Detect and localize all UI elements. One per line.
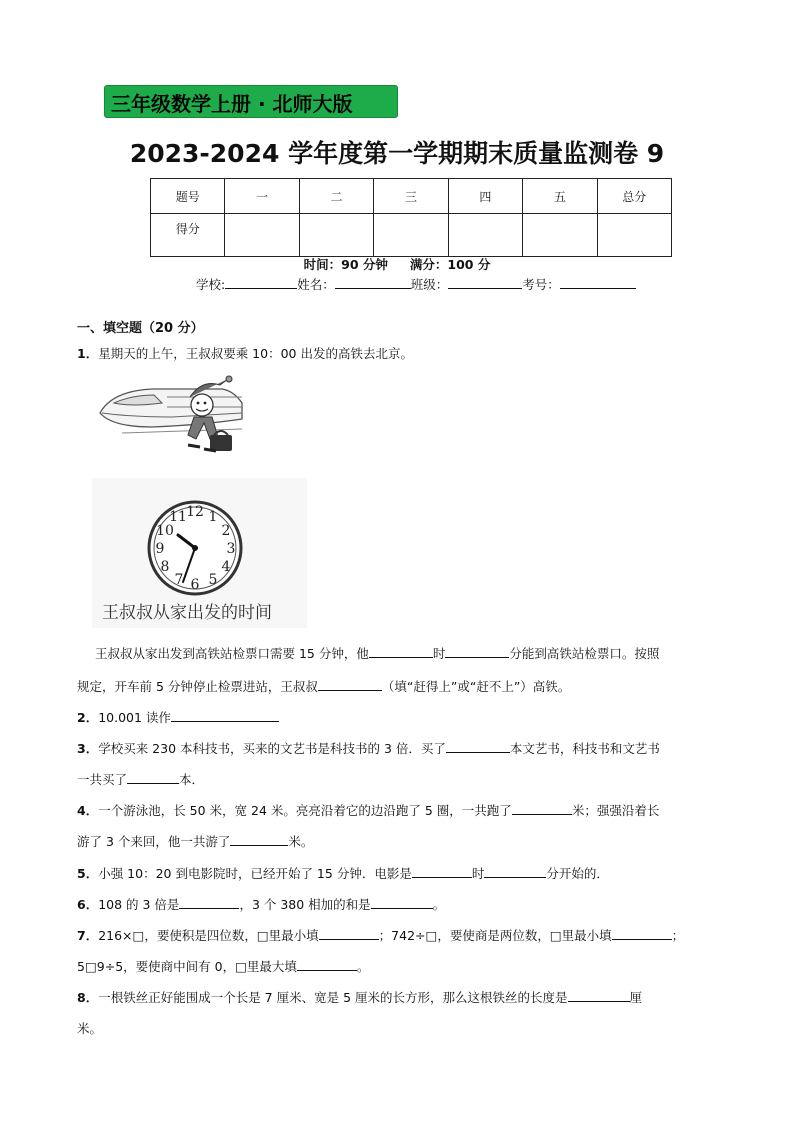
question-text: 厘 <box>629 990 643 1005</box>
question-number: 6． <box>77 897 99 912</box>
clock-number: 1 <box>208 509 218 525</box>
question-text: 时 <box>471 866 485 881</box>
question-text: 游了 3 个来回，他一共游了 <box>77 834 231 849</box>
answer-blank[interactable] <box>171 708 279 722</box>
exam-time-line <box>0 255 794 273</box>
answer-blank[interactable] <box>319 926 379 940</box>
question-text: （填“赶得上”或“赶不上”）高铁。 <box>381 679 571 694</box>
score-header-cell: 五 <box>523 179 597 214</box>
exam-time: 时间：90 分钟 <box>303 257 388 272</box>
question-6 <box>77 895 445 913</box>
train-with-boy-icon <box>92 373 252 463</box>
question-number: 7． <box>77 928 99 943</box>
question-5 <box>77 864 609 882</box>
question-text: ； <box>671 928 685 943</box>
question-text: 规定，开车前 5 分钟停止检票进站，王叔叔 <box>77 679 318 694</box>
answer-blank[interactable] <box>484 864 546 878</box>
question-text: ；742÷□，要使商是两位数，□里最小填 <box>378 928 612 943</box>
score-header-cell: 题号 <box>151 179 225 214</box>
question-text: 本． <box>179 772 205 787</box>
clock-number: 12 <box>186 504 204 520</box>
clock-number: 9 <box>155 541 165 557</box>
question-text: 王叔叔从家出发到高铁站检票口需要 15 分钟，他 <box>95 646 369 661</box>
answer-blank[interactable] <box>568 988 630 1002</box>
question-2 <box>77 708 279 726</box>
school-blank[interactable] <box>225 275 297 289</box>
score-cell[interactable] <box>225 214 299 257</box>
question-text: 一个游泳池，长 50 米，宽 24 米。亮亮沿着它的边沿跑了 5 圈，一共跑了 <box>98 803 512 818</box>
score-header-cell: 一 <box>225 179 299 214</box>
clock-number: 6 <box>190 577 200 593</box>
question-text: 。 <box>432 897 446 912</box>
question-text: 一共买了 <box>77 772 128 787</box>
clock-number: 4 <box>221 559 231 575</box>
question-text: 108 的 3 倍是 <box>98 897 180 912</box>
question-text: 米。 <box>288 834 314 849</box>
score-table-header-row <box>151 179 672 214</box>
clock-number: 8 <box>160 559 170 575</box>
question-text: 时 <box>432 646 446 661</box>
question-7-line-2 <box>77 957 369 975</box>
grade-badge-label: 三年级数学上册 · 北师大版 <box>111 92 353 116</box>
section-title: 一、填空题（20 分） <box>77 321 204 336</box>
question-8-line-2 <box>77 1019 102 1037</box>
page-title: 2023-2024 学年度第一学期期末质量监测卷 9 <box>129 139 665 168</box>
question-4 <box>77 801 659 819</box>
score-cell[interactable] <box>523 214 597 257</box>
student-info-line <box>196 275 636 293</box>
question-number: 5． <box>77 866 99 881</box>
question-text: 5□9÷5，要使商中间有 0，□里最大填 <box>77 959 297 974</box>
question-1-paragraph-line-1 <box>95 644 659 662</box>
answer-blank[interactable] <box>512 801 572 815</box>
clock-number: 5 <box>208 572 218 588</box>
question-text: 米；强强沿着长 <box>571 803 660 818</box>
question-text: 米。 <box>77 1021 103 1036</box>
question-text: 小强 10：20 到电影院时，已经开始了 15 分钟．电影是 <box>98 866 412 881</box>
question-text: 星期天的上午，王叔叔要乘 10：00 出发的高铁去北京。 <box>98 346 413 361</box>
clock-number: 7 <box>174 572 184 588</box>
question-1-paragraph-line-2 <box>77 677 570 695</box>
answer-blank[interactable] <box>127 770 179 784</box>
question-text: 一根铁丝正好能围成一个长是 7 厘米、宽是 5 厘米的长方形，那么这根铁丝的长度是 <box>98 990 568 1005</box>
score-table-score-row <box>151 214 672 257</box>
question-8 <box>77 988 642 1006</box>
grade-badge <box>104 85 398 118</box>
score-cell[interactable] <box>597 214 671 257</box>
question-3 <box>77 739 660 757</box>
question-text: ，3 个 380 相加的和是 <box>239 897 371 912</box>
clock-number: 3 <box>226 541 236 557</box>
answer-blank[interactable] <box>230 832 288 846</box>
score-header-cell: 二 <box>299 179 373 214</box>
school-label: 学校: <box>196 277 226 292</box>
name-blank[interactable] <box>335 275 411 289</box>
score-cell[interactable] <box>448 214 522 257</box>
exam-full-score: 满分：100 分 <box>409 257 491 272</box>
answer-blank[interactable] <box>612 926 672 940</box>
question-number: 4． <box>77 803 99 818</box>
answer-blank[interactable] <box>369 644 433 658</box>
exam-no-blank[interactable] <box>560 275 636 289</box>
question-number: 1． <box>77 346 99 361</box>
question-3-line-2 <box>77 770 204 788</box>
answer-blank[interactable] <box>297 957 357 971</box>
question-text: 216×□，要使积是四位数，□里最小填 <box>98 928 319 943</box>
answer-blank[interactable] <box>371 895 433 909</box>
question-text: 分开始的． <box>546 866 609 881</box>
answer-blank[interactable] <box>446 739 510 753</box>
answer-blank[interactable] <box>179 895 239 909</box>
question-7 <box>77 926 684 944</box>
score-table <box>150 178 672 257</box>
score-header-cell: 三 <box>374 179 448 214</box>
score-cell[interactable] <box>374 214 448 257</box>
question-text: 。 <box>356 959 370 974</box>
question-number: 8． <box>77 990 99 1005</box>
score-header-cell: 总分 <box>597 179 671 214</box>
score-header-cell: 四 <box>448 179 522 214</box>
answer-blank[interactable] <box>412 864 472 878</box>
clock-number: 2 <box>221 523 231 539</box>
clock-number: 10 <box>156 523 174 539</box>
name-label: 姓名： <box>297 277 335 292</box>
clock-caption: 王叔叔从家出发的时间 <box>102 603 272 623</box>
question-text: 学校买来 230 本科技书，买来的文艺书是科技书的 3 倍．买了 <box>98 741 446 756</box>
clock-number: 11 <box>169 509 187 525</box>
question-number: 2． <box>77 710 99 725</box>
answer-blank[interactable] <box>445 644 509 658</box>
question-1 <box>77 344 413 362</box>
answer-blank[interactable] <box>318 677 382 691</box>
question-4-line-2 <box>77 832 313 850</box>
score-cell[interactable] <box>299 214 373 257</box>
exam-no-label: 考号： <box>522 277 560 292</box>
class-label: 班级： <box>410 277 449 292</box>
class-blank[interactable] <box>448 275 522 289</box>
question-text: 本文艺书，科技书和文艺书 <box>509 741 660 756</box>
question-number: 3． <box>77 741 99 756</box>
question-text: 分能到高铁站检票口。按照 <box>509 646 660 661</box>
question-text: 10.001 读作 <box>98 710 171 725</box>
score-row-label: 得分 <box>151 214 225 257</box>
